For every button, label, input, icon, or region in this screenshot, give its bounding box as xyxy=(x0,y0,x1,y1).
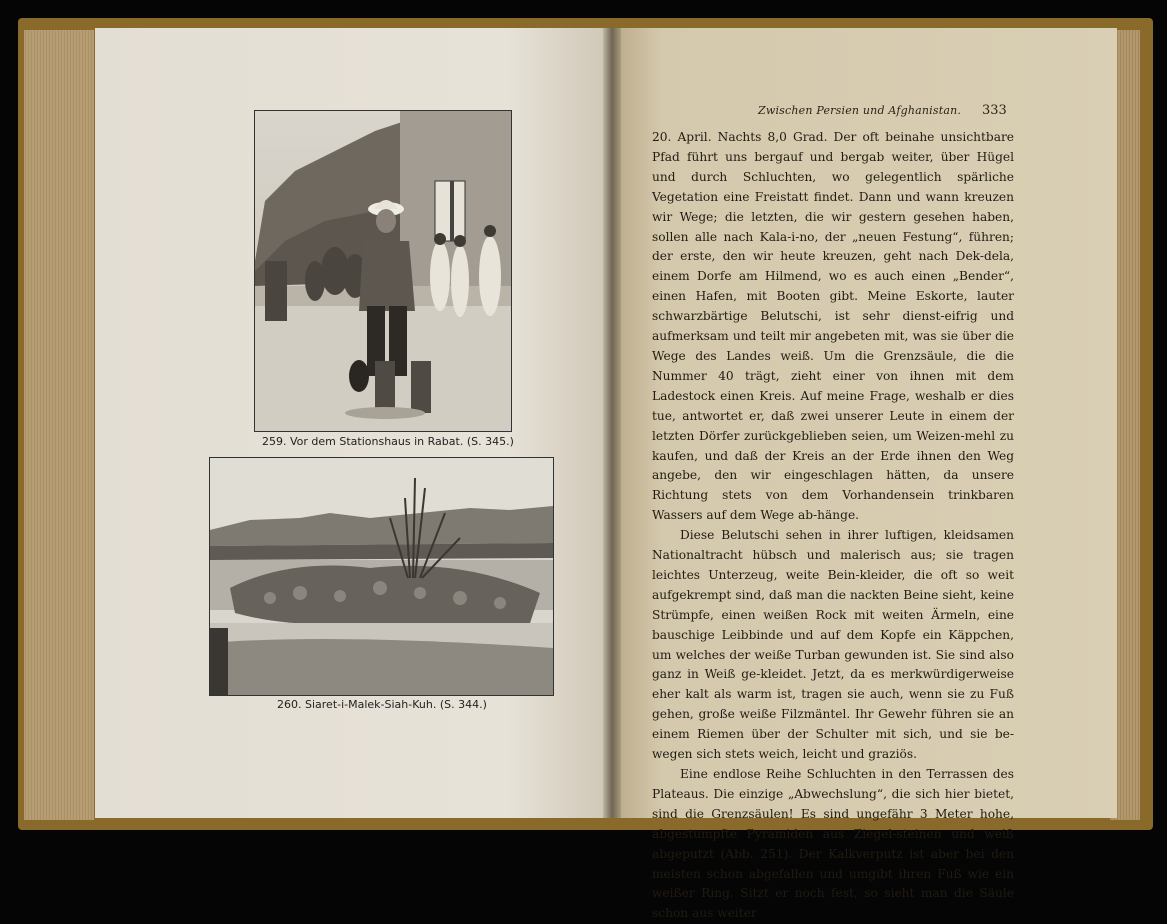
figure-259-caption: 259. Vor dem Stationshaus in Rabat. (S. 345.) xyxy=(262,435,514,448)
left-page-edges xyxy=(24,30,94,820)
book-gutter xyxy=(603,28,621,818)
figure-260-caption: 260. Siaret-i-Malek-Siah-Kuh. (S. 344.) xyxy=(277,698,487,711)
page-number: 333 xyxy=(982,103,1007,118)
body-text xyxy=(652,128,1014,924)
running-head: Zwischen Persien und Afghanistan. xyxy=(758,104,962,117)
figure-260-photo xyxy=(209,457,554,696)
paragraph-1: 20. April. Nachts 8,0 Grad. Der oft beinahe unsichtbare Pfad führt uns bergauf und bergab weiter, über Hügel und durch Schluchten, wo gelegentlich spärliche Vegetation eine Freistatt findet. Dann und wann kreuzen wir Wege; die letzten, die wir gestern gesehen haben, sollen alle nach Kala-i-no, der „neuen Festung“, führen; der erste, den wir heute kreuzen, geht nach Dek-dela, einem Dorfe am Hilmend, wo es auch einen „Bender“, einen Hafen, mit Booten gibt. Meine Eskorte, lauter schwarzbärtige Belutschi, ist sehr dienst-eifrig und aufmerksam und teilt mir angebeten mit, was sie über die Wege des Landes weiß. Um die Grenzsäule, die die Nummer 40 trägt, zieht einer von ihnen mit dem Ladestock einen Kreis. Auf meine Frage, weshalb er dies tue, antwortet er, daß zwei unserer Leute in einem der letzten Dörfer zurückgeblieben seien, um Weizen-mehl zu kaufen, und daß der Kreis an der Erde ihnen den Weg angebe, den wir eingeschlagen hätten, da unsere Richtung stets von dem Vorhandensein trinkbaren Wassers auf dem Wege ab-hänge. xyxy=(652,130,1014,523)
paragraph-3: Eine endlose Reihe Schluchten in den Terrassen des Plateaus. Die einzige „Abwechslung“, die sich hier bietet, sind die Grenzsäulen! Es sind ungefähr 3 Meter hohe, abgestumpfte Pyramiden aus Ziegel-steinen und weiß abgeputzt (Abb. 251). Der Kalkverputz ist aber bei den meisten schon abgefallen und umgibt ihren Fuß wie ein weißer Ring. Sitzt er noch fest, so sieht man die Säule schon aus weiter xyxy=(652,767,1014,921)
paragraph-2: Diese Belutschi sehen in ihrer luftigen, kleidsamen Nationaltracht hübsch und malerisch aus; sie tragen leichtes Unterzeug, weite Bein-kleider, die oft so weit aufgekrempt sind, daß man die nackten Beine sieht, keine Strümpfe, einen weißen Rock mit weiten Ärmeln, eine bauschige Leibbinde und auf dem Kopfe ein Käppchen, um welches der weiße Turban gewunden ist. Sie sind also ganz in Weiß ge-kleidet. Jetzt, da es merkwürdigerweise eher kalt als warm ist, tragen sie auch, wenn sie zu Fuß gehen, große weiße Filzmäntel. Ihr Gewehr führen sie an einem Riemen über der Schulter mit sich, und sie be-wegen sich stets weich, leicht und graziös. xyxy=(652,528,1014,762)
figure-259-photo xyxy=(254,110,512,432)
